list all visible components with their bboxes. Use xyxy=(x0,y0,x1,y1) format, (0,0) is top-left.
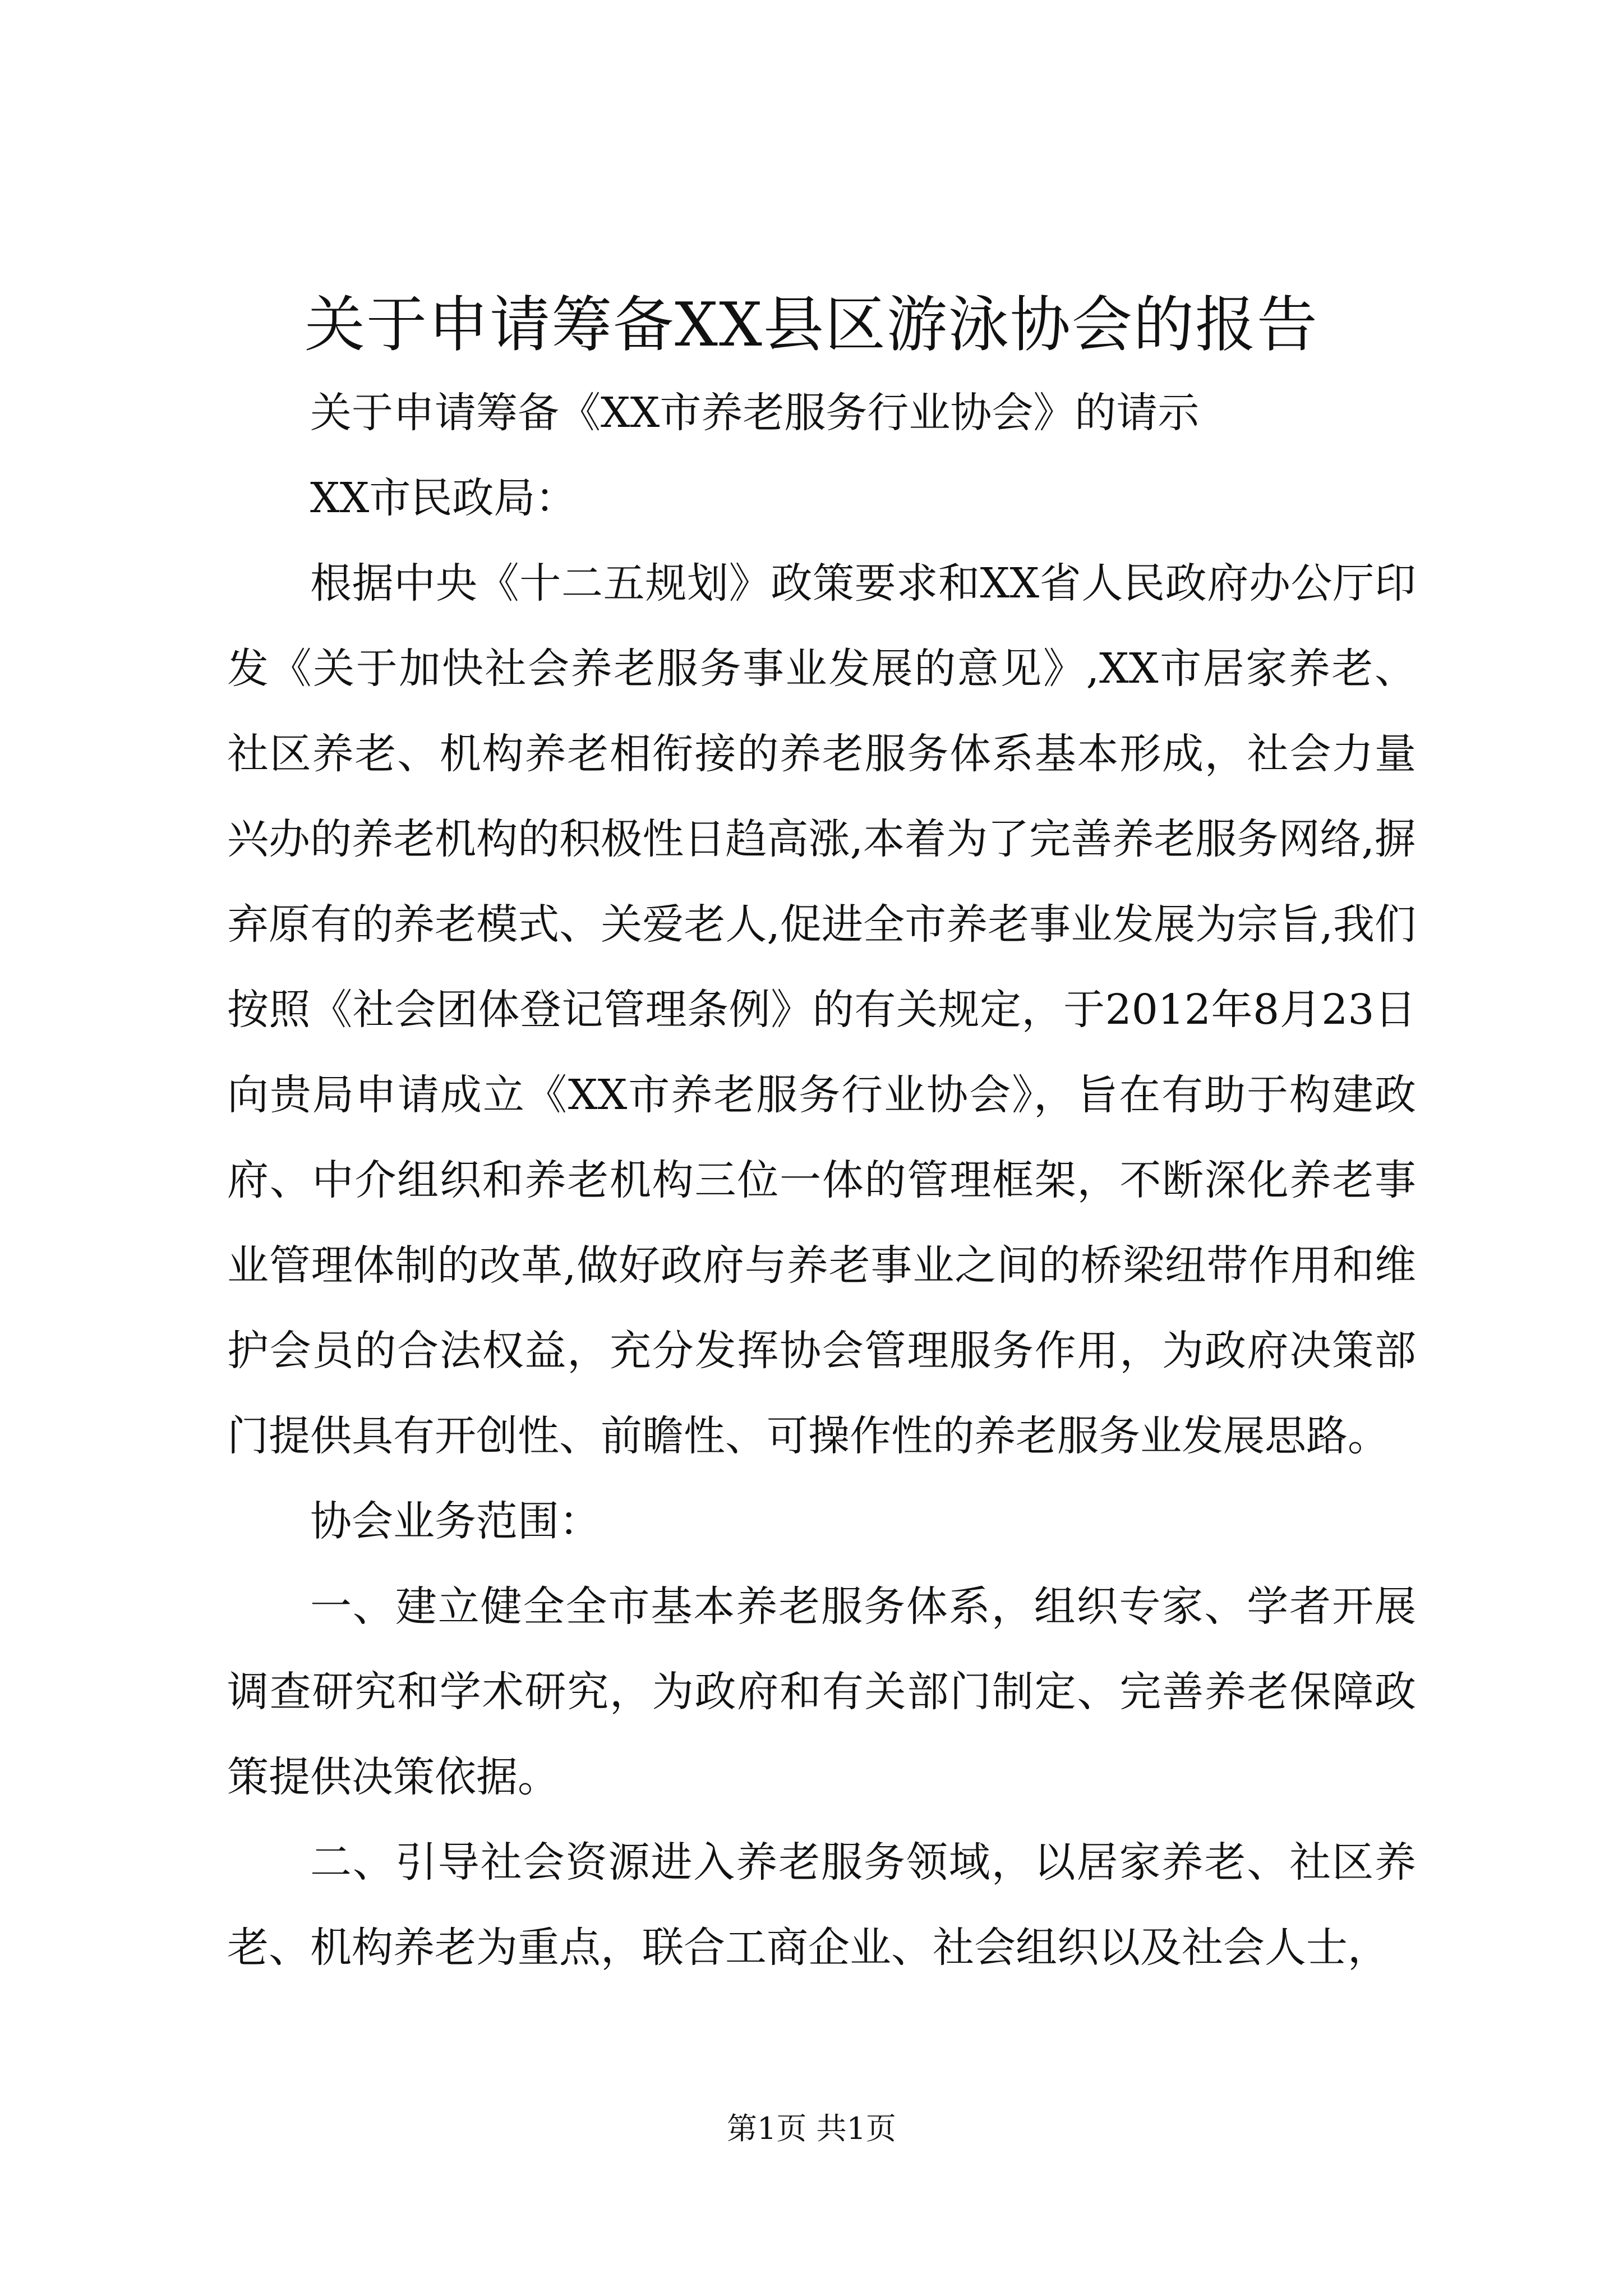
page-footer: 第1页 共1页 xyxy=(727,2111,896,2146)
document-body xyxy=(227,370,1416,1990)
scope-item-2: 二、引导社会资源进入养老服务领域，以居家养老、社区养老、机构养老为重点，联合工商企业、社会组织以及社会人士， xyxy=(227,1838,1416,1972)
body-paragraph: 根据中央《十二五规划》政策要求和XX省人民政府办公厅印发《关于加快社会养老服务事业发展的意见》,XX市居家养老、社区养老、机构养老相衔接的养老服务体系基本形成，社会力量兴办的养老机构的积极性日趋高涨,本着为了完善养老服务网络,摒弃原有的养老模式、关爱老人,促进全市养老事业发展为宗旨,我们按照《社会团体登记管理条例》的有关规定，于2012年8月23日向贵局申请成立《XX市养老服务行业协会》，旨在有助于构建政府、中介组织和养老机构三位一体的管理框架，不断深化养老事业管理体制的改革,做好政府与养老事业之间的桥梁纽带作用和维护会员的合法权益，充分发挥协会管理服务作用，为政府决策部门提供具有开创性、前瞻性、可操作性的养老服务业发展思路。 xyxy=(227,559,1416,1460)
scope-item-1: 一、建立健全全市基本养老服务体系，组织专家、学者开展调查研究和学术研究，为政府和有关部门制定、完善养老保障政策提供决策依据。 xyxy=(227,1582,1416,1801)
scope-heading: 协会业务范围： xyxy=(310,1497,601,1545)
subtitle-paragraph: 关于申请筹备《XX市养老服务行业协会》的请示 xyxy=(310,389,1200,437)
document-title: 关于申请筹备XX县区游泳协会的报告 xyxy=(305,290,1318,360)
addressee-paragraph: XX市民政局： xyxy=(310,474,577,522)
